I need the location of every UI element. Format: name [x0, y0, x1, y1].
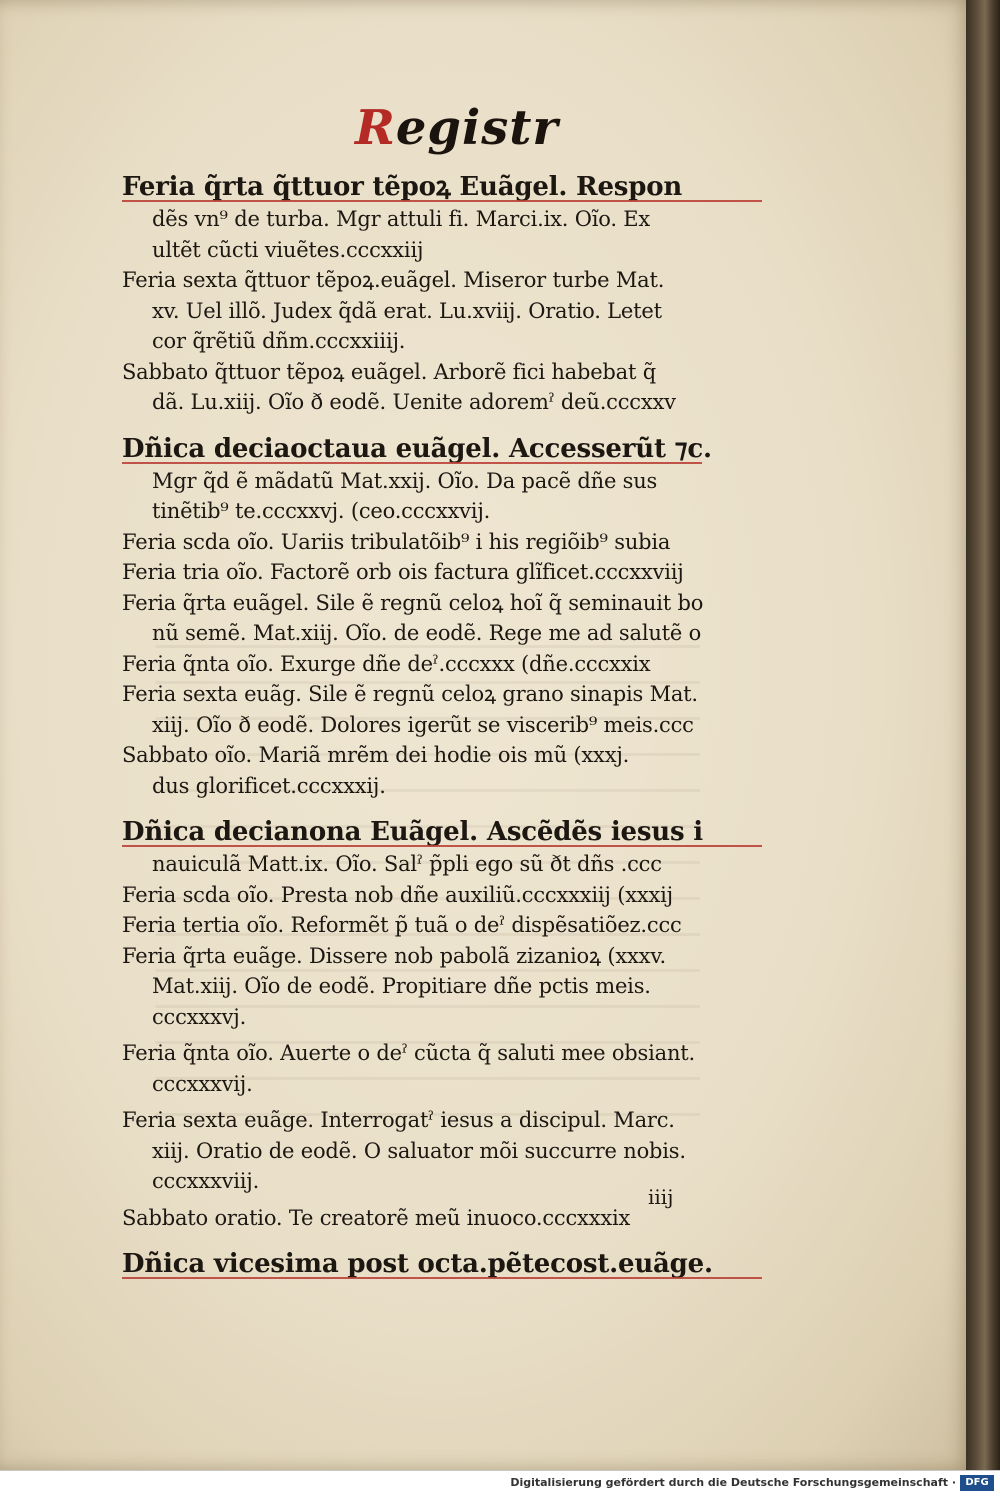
- text-line: Sabbato oratio. Te creatorẽ meũ inuoco.cccxxxix: [122, 1205, 631, 1230]
- text-line: Sabbato q̃ttuor tẽpoꝝ euãgel. Arborẽ fici habebat q̃: [122, 359, 656, 384]
- text-line: Feria q̃rta euãge. Dissere nob pabolã zizanioꝝ (xxxv.: [122, 943, 666, 968]
- book-edge: [966, 0, 1000, 1470]
- text-line: tinẽtib⁹ te.cccxxvj. (ceo.cccxxvij.: [152, 499, 491, 523]
- text-line: Feria q̃rta euãgel. Sile ẽ regnũ celoꝝ hoĩ q̃ seminauit bo: [122, 590, 704, 615]
- text-line: cccxxxvj.: [152, 1004, 247, 1029]
- red-underline: [122, 1277, 762, 1279]
- text-line: nũ semẽ. Mat.xiij. Oĩo. de eodẽ. Rege me ad salutẽ o: [152, 621, 702, 645]
- footer-bar: [0, 1470, 1000, 1497]
- rubric-heading-line: Feria q̃rta q̃ttuor tẽpoꝝ Euãgel. Respon: [122, 172, 683, 202]
- text-line: Feria q̃nta oĩo. Exurge dñe deˀ.cccxxx (dñe.cccxxix: [122, 651, 651, 676]
- text-line: Feria tria oĩo. Factorẽ orb ois factura glĩficet.cccxxviij: [122, 560, 684, 584]
- text-line: cccxxxviij.: [152, 1169, 260, 1193]
- text-line: xiij. Oĩo ð eodẽ. Dolores igerũt se viscerib⁹ meis.ccc: [152, 712, 694, 737]
- text-line: xiij. Oratio de eodẽ. O saluator mõi succurre nobis.: [152, 1138, 686, 1163]
- red-underline: [122, 462, 702, 464]
- page-heading: [355, 100, 605, 156]
- rubric-heading-line: Dñica decianona Euãgel. Ascẽdẽs iesus i: [122, 817, 703, 847]
- text-line: dã. Lu.xiij. Oĩo ð eodẽ. Uenite adoremˀ deũ.cccxxv: [152, 390, 676, 414]
- red-underline: [122, 200, 762, 202]
- text-line: nauiculã Matt.ix. Oĩo. Salˀ p̃pli ego sũ ðt dñs .ccc: [152, 852, 662, 876]
- paragraph-gap: [122, 418, 762, 430]
- text-line: Mat.xiij. Oĩo de eodẽ. Propitiare dñe pctis meis.: [152, 974, 651, 998]
- rubric-heading-line: Dñica deciaoctaua euãgel. Accesserũt ⁊c.: [122, 433, 712, 464]
- text-line: cccxxxvij.: [152, 1071, 253, 1096]
- text-line: Feria scda oĩo. Uariis tribulatõib⁹ i his regiõib⁹ subia: [122, 529, 671, 554]
- text-line: Feria tertia oĩo. Reformẽt p̃ tuã o deˀ dispẽsatiõez.ccc: [122, 913, 682, 937]
- red-underline: [122, 845, 762, 847]
- page-number: iiij: [648, 1185, 674, 1209]
- text-line: Mgr q̃d ẽ mãdatũ Mat.xxij. Oĩo. Da pacẽ dñe sus: [152, 468, 658, 493]
- text-line: Feria q̃nta oĩo. Auerte o deˀ cũcta q̃ saluti mee obsiant.: [122, 1041, 695, 1065]
- text-line: xv. Uel illõ. Judex q̃dã erat. Lu.xviij. Oratio. Letet: [152, 298, 662, 323]
- dfg-logo: DFG: [960, 1475, 994, 1491]
- footer-credit: Digitalisierung gefördert durch die Deutsche Forschungsgemeinschaft ·: [510, 1476, 956, 1489]
- paragraph-gap: [122, 1233, 762, 1245]
- paragraph-gap: [122, 801, 762, 813]
- heading-initial: R: [355, 100, 396, 156]
- text-block: [122, 168, 762, 1281]
- heading-rest: egistr: [395, 100, 559, 156]
- text-line: Feria sexta euãge. Interrogatˀ iesus a discipul. Marc.: [122, 1108, 675, 1132]
- text-line: ultẽt cũcti viuẽtes.cccxxiij: [152, 237, 424, 262]
- text-line: Feria sexta q̃ttuor tẽpoꝝ.euãgel. Miseror turbe Mat.: [122, 268, 665, 292]
- text-line: Sabbato oĩo. Mariã mrẽm dei hodie ois mũ (xxxj.: [122, 743, 630, 767]
- rubric-heading-line: Dñica vicesima post octa.pẽtecost.euãge.: [122, 1249, 713, 1279]
- text-line: dẽs vn⁹ de turba. Mgr attuli fi. Marci.ix. Oĩo. Ex: [152, 207, 651, 231]
- text-line: cor q̃rẽtiũ dñm.cccxxiiij.: [152, 329, 406, 353]
- text-line: Feria sexta euãg. Sile ẽ regnũ celoꝝ grano sinapis Mat.: [122, 682, 698, 706]
- text-line: Feria scda oĩo. Presta nob dñe auxiliũ.cccxxxiij (xxxij: [122, 882, 673, 907]
- text-line: dus glorificet.cccxxxij.: [152, 773, 386, 798]
